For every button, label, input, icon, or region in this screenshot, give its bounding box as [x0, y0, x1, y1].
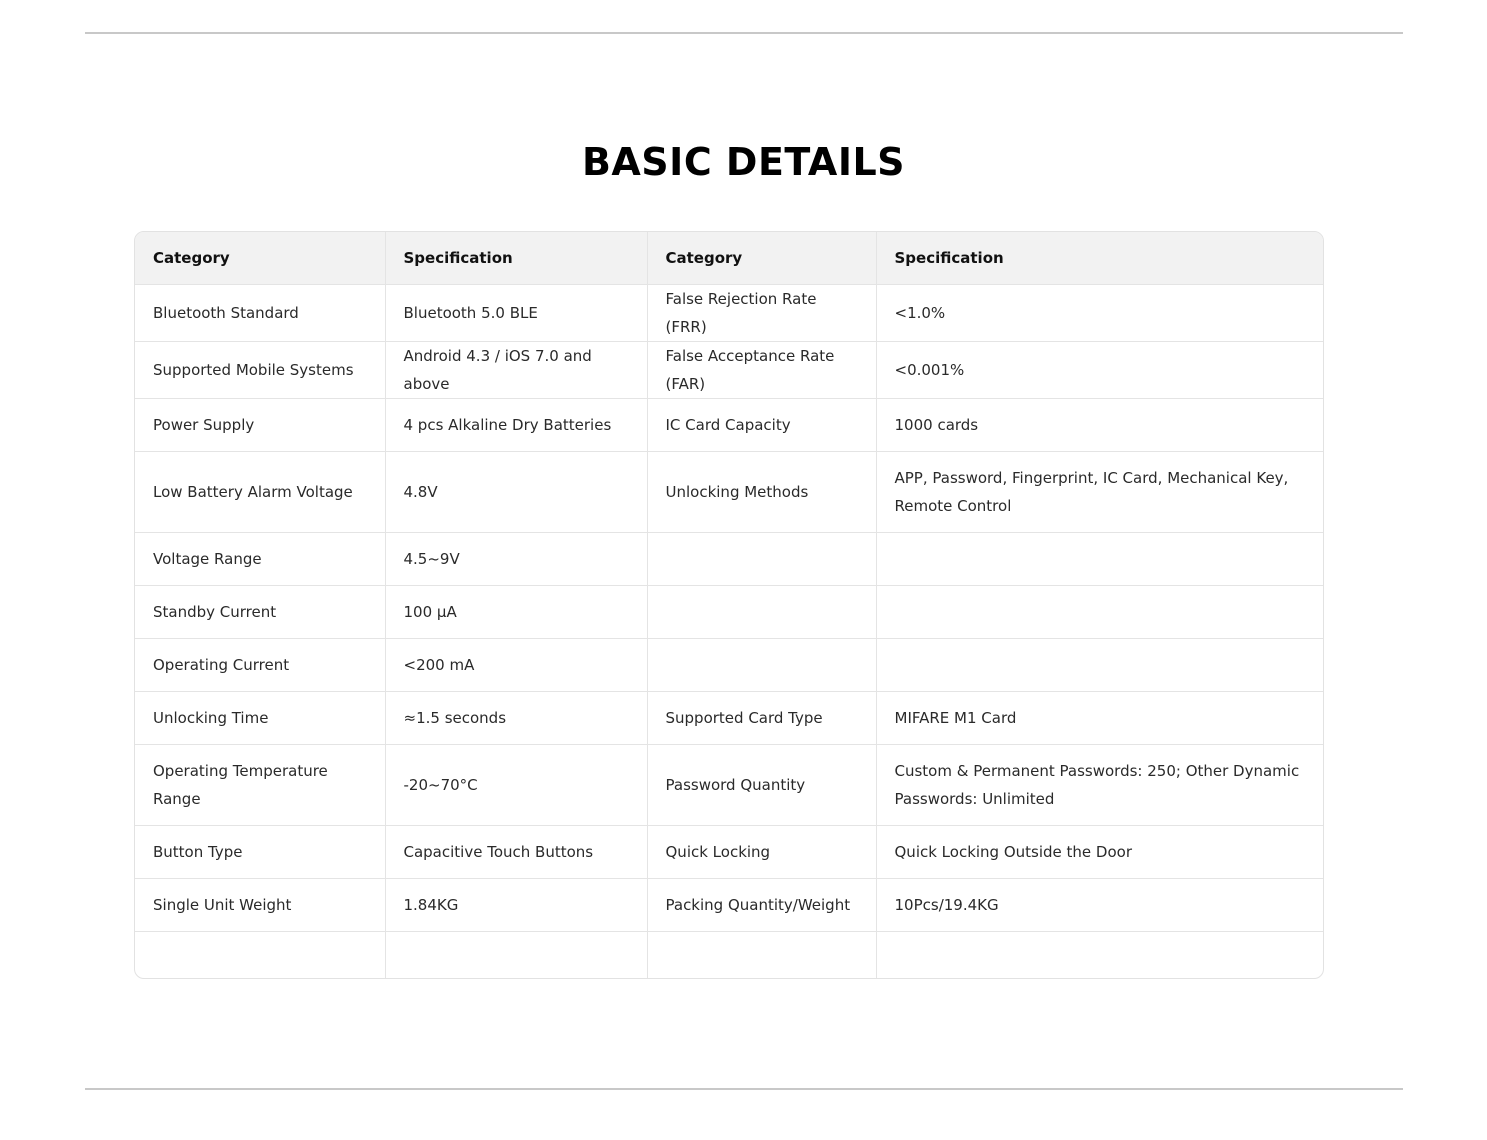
- table-cell: Operating Current: [135, 638, 385, 691]
- table-row: [135, 931, 1324, 978]
- table-row: [135, 451, 1324, 532]
- table-cell: Voltage Range: [135, 532, 385, 585]
- table-cell: <200 mA: [385, 638, 647, 691]
- table-cell: Standby Current: [135, 585, 385, 638]
- spec-table: [135, 232, 1324, 978]
- table-cell: APP, Password, Fingerprint, IC Card, Mechanical Key, Remote Control: [876, 451, 1324, 532]
- table-cell: <0.001%: [876, 341, 1324, 398]
- table-cell: [876, 585, 1324, 638]
- table-cell: IC Card Capacity: [647, 398, 876, 451]
- table-cell: 4.5~9V: [385, 532, 647, 585]
- spec-table-container: [134, 231, 1324, 979]
- table-cell: Capacitive Touch Buttons: [385, 825, 647, 878]
- table-row: [135, 284, 1324, 341]
- table-cell: [647, 585, 876, 638]
- page-title: BASIC DETAILS: [581, 140, 906, 184]
- table-cell: Supported Mobile Systems: [135, 341, 385, 398]
- table-row: [135, 691, 1324, 744]
- header-category-2: Category: [647, 232, 876, 284]
- table-cell: 4 pcs Alkaline Dry Batteries: [385, 398, 647, 451]
- table-cell: False Acceptance Rate (FAR): [647, 341, 876, 398]
- table-cell: 1000 cards: [876, 398, 1324, 451]
- header-specification-1: Specification: [385, 232, 647, 284]
- header-category-1: Category: [135, 232, 385, 284]
- table-row: [135, 532, 1324, 585]
- table-cell: Android 4.3 / iOS 7.0 and above: [385, 341, 647, 398]
- table-row: [135, 585, 1324, 638]
- table-cell: Unlocking Methods: [647, 451, 876, 532]
- bottom-divider: [85, 1088, 1403, 1090]
- table-row: [135, 878, 1324, 931]
- table-cell: Low Battery Alarm Voltage: [135, 451, 385, 532]
- table-cell: Unlocking Time: [135, 691, 385, 744]
- top-divider: [85, 32, 1403, 34]
- table-row: [135, 398, 1324, 451]
- table-cell: 1.84KG: [385, 878, 647, 931]
- table-cell: [647, 931, 876, 978]
- table-cell: <1.0%: [876, 284, 1324, 341]
- table-cell: Quick Locking: [647, 825, 876, 878]
- table-cell: Bluetooth Standard: [135, 284, 385, 341]
- table-row: [135, 341, 1324, 398]
- table-cell: Operating Temperature Range: [135, 744, 385, 825]
- table-cell: 4.8V: [385, 451, 647, 532]
- table-cell: Power Supply: [135, 398, 385, 451]
- table-cell: Custom & Permanent Passwords: 250; Other Dynamic Passwords: Unlimited: [876, 744, 1324, 825]
- table-cell: Quick Locking Outside the Door: [876, 825, 1324, 878]
- table-cell: ≈1.5 seconds: [385, 691, 647, 744]
- table-cell: [876, 532, 1324, 585]
- header-specification-2: Specification: [876, 232, 1324, 284]
- table-cell: [135, 931, 385, 978]
- table-cell: Password Quantity: [647, 744, 876, 825]
- table-cell: Supported Card Type: [647, 691, 876, 744]
- table-header-row: [135, 232, 1324, 284]
- table-row: [135, 638, 1324, 691]
- table-cell: [876, 931, 1324, 978]
- table-cell: Button Type: [135, 825, 385, 878]
- table-cell: -20~70°C: [385, 744, 647, 825]
- table-cell: [647, 638, 876, 691]
- table-row: [135, 744, 1324, 825]
- table-cell: 100 μA: [385, 585, 647, 638]
- table-cell: [876, 638, 1324, 691]
- table-cell: MIFARE M1 Card: [876, 691, 1324, 744]
- table-cell: False Rejection Rate (FRR): [647, 284, 876, 341]
- table-cell: [647, 532, 876, 585]
- table-cell: [385, 931, 647, 978]
- table-cell: Packing Quantity/Weight: [647, 878, 876, 931]
- table-cell: Single Unit Weight: [135, 878, 385, 931]
- table-cell: 10Pcs/19.4KG: [876, 878, 1324, 931]
- table-cell: Bluetooth 5.0 BLE: [385, 284, 647, 341]
- table-row: [135, 825, 1324, 878]
